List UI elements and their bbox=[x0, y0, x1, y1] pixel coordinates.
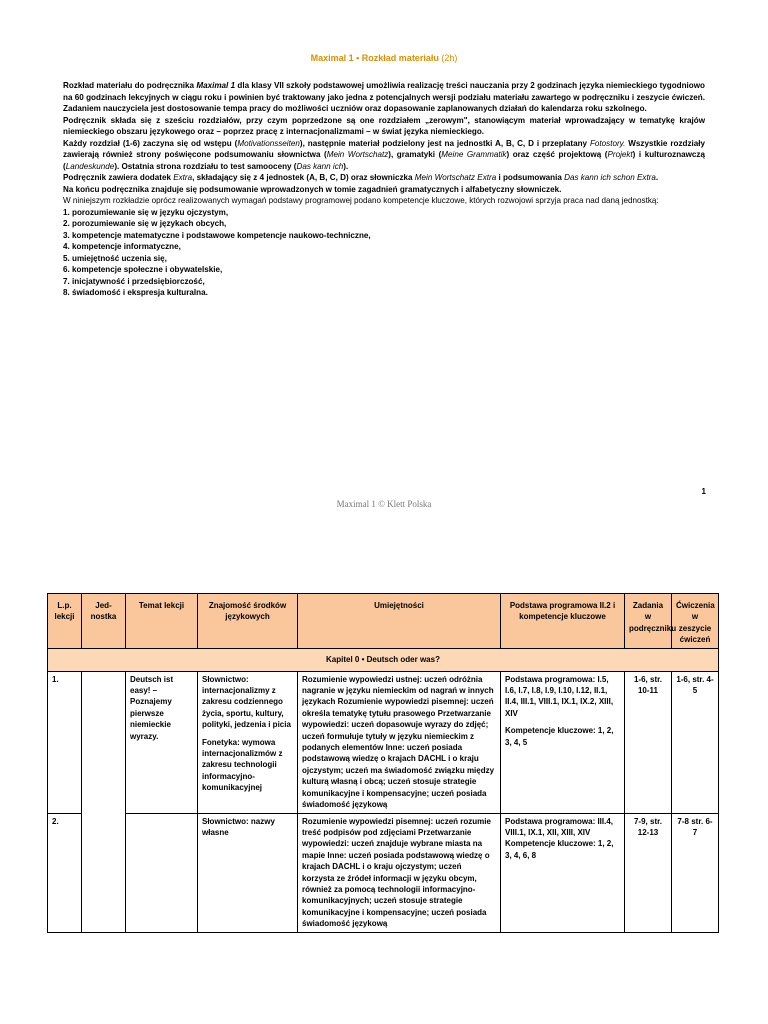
text: ). bbox=[343, 161, 349, 171]
competency-item: 1. porozumiewanie się w języku ojczystym, bbox=[63, 207, 229, 217]
cell-exercises: 1-6, str. 4-5 bbox=[672, 671, 719, 813]
cell-topic bbox=[126, 813, 198, 932]
text: ), następnie materiał podzielony jest na jednostki A, B, C, D i przeplatany bbox=[299, 138, 590, 148]
text: Każdy rozdział (1-6) zaczyna się od wstępu ( bbox=[63, 138, 238, 148]
text: , składający się z 4 jednostek (A, B, C, D) oraz słowniczka bbox=[192, 173, 415, 182]
page-footer: Maximal 1 © Klett Polska bbox=[336, 499, 432, 509]
page-number: 1 bbox=[701, 487, 706, 496]
competency-item: 5. umiejętność uczenia się, bbox=[63, 253, 167, 263]
intro-paragraph-6: W niniejszym rozkładzie oprócz realizowanych wymagań podstawy programowej podano kompetencje kluczowe, których rozwojowi sprzyja praca nad daną jednostką: bbox=[63, 196, 659, 205]
cell-skills: Rozumienie wypowiedzi pisemnej: uczeń rozumie treść podpisów pod zdjęciami Przetwarzanie wypowiedzi: uczeń znajduje wybrane miasta na mapie Inne: uczeń posiada podstawową wiedzę o krajach DACHL i o kraju ojczystym; uczeń korzysta ze źródeł informacji w języku obcym, również za pomocą technologii informacyjno-komunikacyjnych; uczeń stosuje strategie komunikacyjne i kompensacyjne; uczeń posiada świadomość językową bbox=[298, 813, 501, 932]
term: Fotostory. bbox=[589, 138, 626, 148]
cell-means bbox=[198, 671, 298, 813]
intro-text bbox=[63, 80, 705, 299]
cell-exercises: 7-8 str. 6-7 bbox=[672, 813, 719, 932]
book-title: Maximal 1 bbox=[196, 81, 236, 90]
term: Extra bbox=[173, 173, 193, 182]
basis-program: Podstawa programowa: III.4, VIII.1, IX.1, XII, XIII, XIV bbox=[505, 816, 614, 837]
term: Motivationsseiten bbox=[237, 138, 300, 148]
means-phonetics: Fonetyka: wymowa internacjonalizmów z zakresu technologii informacyjno-komunikacyjnej bbox=[202, 737, 283, 793]
text: i podsumowania bbox=[496, 173, 565, 182]
means-vocabulary: Słownictwo: nazwy własne bbox=[202, 816, 275, 837]
means-vocabulary: Słownictwo: internacjonalizmy z zakresu codziennego życia, sportu, kultury, polityki, jedzenia i picia bbox=[202, 674, 291, 730]
lesson-plan-table bbox=[47, 593, 719, 933]
cell-unit bbox=[82, 671, 126, 932]
text: dla klasy VII szkoły podstawowej umożliwia realizację treści nauczania przy 2 godzinach języka niemieckiego tygodniowo na 60 godzinach lekcyjnych w ciągu roku i powinien być traktowany jako jedna z potencjalnych wersji podziału materiału zawartego w podręczniku i zeszycie ćwiczeń. Zadaniem nauczyciela jest dostosowanie tempa pracy do możliwości uczniów oraz dopasowanie zaplanowanych działań do kalendarza roku szkolnego. bbox=[63, 81, 705, 113]
text: . bbox=[655, 173, 659, 182]
competency-list bbox=[63, 207, 705, 299]
intro-paragraph-3 bbox=[63, 138, 705, 173]
term: Mein Wortschatz bbox=[326, 150, 389, 159]
text: Rozkład materiału do podręcznika bbox=[63, 81, 197, 90]
competency-item: 4. kompetencje informatyczne, bbox=[63, 242, 181, 251]
header-lp: L.p. lekcji bbox=[48, 594, 82, 649]
cell-tasks: 1-6, str. 10-11 bbox=[625, 671, 672, 813]
table-row bbox=[48, 813, 719, 932]
cell-means bbox=[198, 813, 298, 932]
document-title bbox=[0, 53, 768, 63]
term: Meine Grammatik bbox=[441, 150, 507, 159]
header-means: Znajomość środków językowych bbox=[198, 594, 298, 649]
term: Das kann ich bbox=[296, 161, 344, 171]
header-exercises: Ćwiczenia w zeszycie ćwiczeń bbox=[672, 594, 719, 649]
text: Wszystkie rozdziały zawierają również strony poświęcone podsumowaniu słownictwa ( bbox=[63, 138, 705, 159]
basis-program: Podstawa programowa: I.5, I.6, I.7, I.8, I.9, I.10, I.12, II.1, II.4, III.1, VIII.1, IX.1, IX.2, XIII, XIV bbox=[505, 674, 614, 718]
competency-item: 7. inicjatywność i przedsiębiorczość, bbox=[63, 276, 205, 286]
header-tasks: Zadania w podręczniku bbox=[625, 594, 672, 649]
competency-item: 3. kompetencje matematyczne i podstawowe kompetencje naukowo-techniczne, bbox=[63, 230, 371, 240]
header-unit: Jed-nostka bbox=[82, 594, 126, 649]
cell-lp: 2. bbox=[48, 813, 82, 932]
cell-basis bbox=[501, 813, 625, 932]
table-row bbox=[48, 671, 719, 813]
header-topic: Temat lekcji bbox=[126, 594, 198, 649]
text: ), gramatyki ( bbox=[388, 150, 442, 159]
competency-item: 8. świadomość i ekspresja kulturalna. bbox=[63, 288, 208, 297]
cell-lp: 1. bbox=[48, 671, 82, 813]
text: ). Ostatnia strona rozdziału to test samooceny ( bbox=[114, 161, 297, 171]
text: Podręcznik zawiera dodatek bbox=[63, 173, 174, 182]
intro-paragraph-2: Podręcznik składa się z sześciu rozdziałów, przy czym poprzedzone są one rozdziałem „zerowym", stanowiącym materiał wprowadzający w tematykę krajów niemieckiego obszaru językowego oraz – poprzez pracę z internacjonalizmami – w świat języka niemieckiego. bbox=[63, 115, 705, 136]
header-basis: Podstawa programowa II.2 i kompetencje kluczowe bbox=[501, 594, 625, 649]
basis-competencies: Kompetencje kluczowe: 1, 2, 3, 4, 6, 8 bbox=[505, 839, 614, 860]
term: Mein Wortschatz Extra bbox=[414, 173, 497, 182]
text: ) i kulturoznawczą ( bbox=[63, 150, 705, 171]
competency-item: 6. kompetencje społeczne i obywatelskie, bbox=[63, 265, 223, 274]
intro-paragraph-1 bbox=[63, 80, 705, 115]
header-skills: Umiejętności bbox=[298, 594, 501, 649]
competency-item: 2. porozumiewanie się w językach obcych, bbox=[63, 219, 227, 228]
cell-tasks: 7-9, str. 12-13 bbox=[625, 813, 672, 932]
intro-paragraph-4 bbox=[63, 172, 705, 184]
intro-paragraph-5: Na końcu podręcznika znajduje się podsumowanie wprowadzonych w tomie zagadnień gramatycznych i alfabetyczny słowniczek. bbox=[63, 184, 562, 194]
table-header-row bbox=[48, 594, 719, 649]
cell-skills: Rozumienie wypowiedzi ustnej: uczeń odróżnia nagranie w języku niemieckim od nagrań w innych językach Rozumienie wypowiedzi pisemnej: uczeń określa tematykę tytułu prasowego Przetwarzanie wypowiedzi: uczeń dopasowuje wyrazy do zdjęć; uczeń formułuje tytuły w języku niemieckim z podanych elementów Inne: uczeń posiada podstawową wiedzę o krajach DACHL i o kraju ojczystym; uczeń ma świadomość związku między kulturą własną i obcą; uczeń stosuje strategie komunikacyjne i kompensacyjne; uczeń posiada świadomość językową bbox=[298, 671, 501, 813]
text: ) oraz część projektową ( bbox=[506, 150, 608, 159]
term: Projekt bbox=[607, 150, 633, 159]
cell-topic: Deutsch ist easy! – Poznajemy pierwsze niemieckie wyrazy. bbox=[126, 671, 198, 813]
chapter-title: Kapitel 0 • Deutsch oder was? bbox=[48, 648, 719, 671]
term: Das kann ich schon Extra bbox=[564, 173, 656, 182]
title-main: Maximal 1 • Rozkład materiału bbox=[310, 53, 439, 63]
chapter-row bbox=[48, 648, 719, 671]
title-hours: (2h) bbox=[441, 53, 458, 63]
cell-basis bbox=[501, 671, 625, 813]
basis-competencies: Kompetencje kluczowe: 1, 2, 3, 4, 5 bbox=[505, 726, 614, 747]
term: Landeskunde bbox=[65, 161, 115, 171]
